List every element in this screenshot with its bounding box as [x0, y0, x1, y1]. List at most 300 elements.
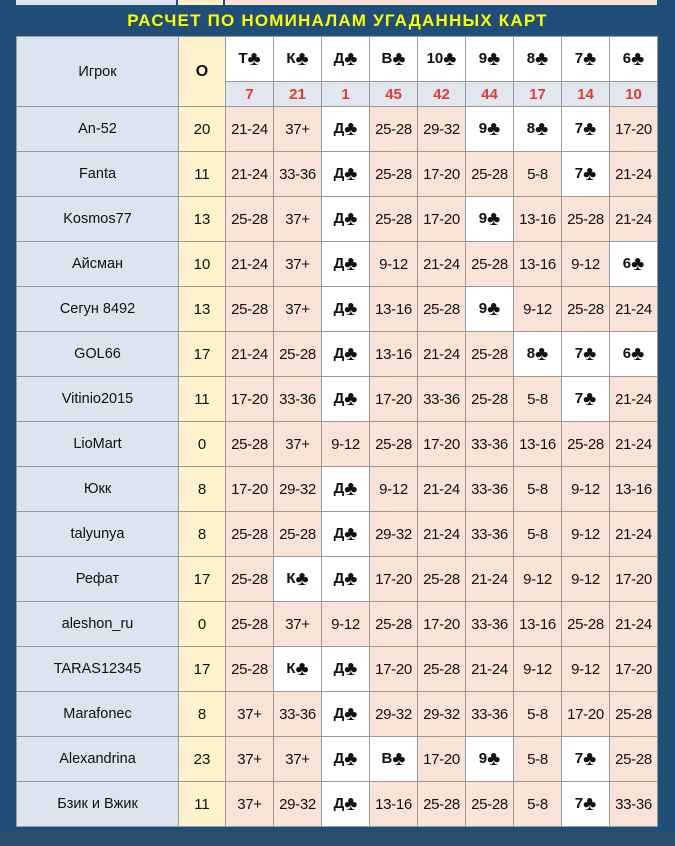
- club-suit-icon: ♣: [535, 343, 549, 365]
- guessed-card-cell: [322, 782, 370, 827]
- table-row: [17, 197, 658, 242]
- player-score: 23: [179, 737, 226, 782]
- range-cell: 25-28: [370, 197, 418, 242]
- club-suit-icon: ♣: [344, 523, 358, 545]
- guessed-card-rank: 9: [478, 300, 488, 317]
- guessed-card-rank: 9: [478, 210, 488, 227]
- card-count-7: 14: [562, 82, 610, 107]
- guessed-card-cell: [274, 557, 322, 602]
- range-cell: 13-16: [370, 287, 418, 332]
- range-cell: 5-8: [514, 377, 562, 422]
- table-row: [17, 782, 658, 827]
- club-suit-icon: ♣: [631, 253, 645, 275]
- range-cell: 33-36: [466, 422, 514, 467]
- score-column-header: О: [179, 37, 226, 107]
- range-cell: 17-20: [562, 692, 610, 737]
- range-cell: 25-28: [226, 422, 274, 467]
- player-score: 0: [179, 422, 226, 467]
- guessed-card-rank: 8: [526, 120, 536, 137]
- player-score: 17: [179, 557, 226, 602]
- guessed-card-rank: Д: [333, 345, 345, 362]
- range-cell: 9-12: [370, 242, 418, 287]
- range-cell: 17-20: [370, 647, 418, 692]
- player-score: 8: [179, 512, 226, 557]
- player-score: 10: [179, 242, 226, 287]
- guessed-card-rank: 9: [478, 120, 488, 137]
- range-cell: 25-28: [466, 242, 514, 287]
- range-cell: 9-12: [514, 647, 562, 692]
- range-cell: 17-20: [418, 197, 466, 242]
- range-cell: 33-36: [274, 152, 322, 197]
- club-suit-icon: ♣: [583, 48, 597, 70]
- range-cell: 37+: [274, 602, 322, 647]
- range-cell: 21-24: [466, 647, 514, 692]
- range-cell: 29-32: [370, 512, 418, 557]
- guessed-card-cell: [514, 107, 562, 152]
- table-row: [17, 602, 658, 647]
- range-cell: 37+: [274, 422, 322, 467]
- range-cell: 9-12: [322, 422, 370, 467]
- card-header-8: [610, 37, 658, 82]
- table-row: [17, 737, 658, 782]
- player-column-header: Игрок: [17, 37, 179, 107]
- club-suit-icon: ♣: [247, 48, 261, 70]
- player-name: Сегун 8492: [17, 287, 179, 332]
- club-suit-icon: ♣: [392, 748, 406, 770]
- player-score: 8: [179, 467, 226, 512]
- range-cell: 25-28: [610, 737, 658, 782]
- club-suit-icon: ♣: [583, 793, 597, 815]
- range-cell: 29-32: [418, 107, 466, 152]
- range-cell: 33-36: [466, 512, 514, 557]
- range-cell: 25-28: [226, 647, 274, 692]
- range-cell: 21-24: [226, 242, 274, 287]
- range-cell: 21-24: [610, 512, 658, 557]
- table-row: [17, 692, 658, 737]
- club-suit-icon: ♣: [487, 208, 501, 230]
- range-cell: 25-28: [226, 197, 274, 242]
- table-row: [17, 287, 658, 332]
- club-suit-icon: ♣: [583, 163, 597, 185]
- guessed-card-cell: [562, 107, 610, 152]
- guessed-card-rank: Д: [333, 120, 345, 137]
- range-cell: 25-28: [418, 647, 466, 692]
- club-suit-icon: ♣: [344, 48, 358, 70]
- guessed-card-cell: [322, 737, 370, 782]
- card-header-5: [466, 37, 514, 82]
- card-header-1: [274, 37, 322, 82]
- range-cell: 17-20: [610, 647, 658, 692]
- card-count-5: 44: [466, 82, 514, 107]
- range-cell: 25-28: [226, 512, 274, 557]
- card-count-2: 1: [322, 82, 370, 107]
- club-suit-icon: ♣: [344, 388, 358, 410]
- bottom-edge-bar: [0, 832, 675, 846]
- header-row: [17, 37, 658, 82]
- range-cell: 17-20: [226, 377, 274, 422]
- range-cell: 37+: [226, 737, 274, 782]
- range-cell: 13-16: [514, 422, 562, 467]
- club-suit-icon: ♣: [344, 568, 358, 590]
- card-header-3: [370, 37, 418, 82]
- range-cell: 33-36: [466, 692, 514, 737]
- guessed-card-cell: [562, 152, 610, 197]
- top-edge-range-cell: [225, 0, 657, 5]
- range-cell: 29-32: [370, 692, 418, 737]
- guessed-card-cell: [322, 557, 370, 602]
- club-suit-icon: ♣: [583, 118, 597, 140]
- range-cell: 17-20: [418, 602, 466, 647]
- guessed-card-cell: [466, 107, 514, 152]
- range-cell: 9-12: [562, 647, 610, 692]
- guessed-card-cell: [322, 377, 370, 422]
- table-row: [17, 647, 658, 692]
- guessed-card-rank: 7: [574, 795, 584, 812]
- range-cell: 17-20: [610, 107, 658, 152]
- range-cell: 25-28: [466, 152, 514, 197]
- guessed-card-cell: [322, 242, 370, 287]
- player-score: 13: [179, 197, 226, 242]
- club-suit-icon: ♣: [535, 118, 549, 140]
- range-cell: 37+: [274, 107, 322, 152]
- range-cell: 37+: [274, 287, 322, 332]
- guessed-card-rank: Д: [333, 210, 345, 227]
- range-cell: 25-28: [370, 152, 418, 197]
- range-cell: 29-32: [274, 467, 322, 512]
- table-row: [17, 152, 658, 197]
- range-cell: 9-12: [562, 242, 610, 287]
- player-score: 17: [179, 647, 226, 692]
- card-header-rank: 9: [478, 50, 488, 67]
- range-cell: 5-8: [514, 512, 562, 557]
- range-cell: 17-20: [418, 152, 466, 197]
- range-cell: 21-24: [226, 152, 274, 197]
- guessed-card-rank: К: [286, 660, 296, 677]
- range-cell: 13-16: [370, 332, 418, 377]
- guessed-card-cell: [322, 647, 370, 692]
- range-cell: 9-12: [514, 557, 562, 602]
- range-cell: 21-24: [418, 332, 466, 377]
- club-suit-icon: ♣: [344, 343, 358, 365]
- club-suit-icon: ♣: [487, 748, 501, 770]
- range-cell: 37+: [226, 692, 274, 737]
- card-header-rank: В: [381, 50, 393, 67]
- range-cell: 9-12: [514, 287, 562, 332]
- guessed-card-cell: [562, 782, 610, 827]
- range-cell: 13-16: [514, 197, 562, 242]
- range-cell: 25-28: [226, 557, 274, 602]
- range-cell: 17-20: [370, 557, 418, 602]
- guessed-card-cell: [322, 467, 370, 512]
- table-body: [17, 37, 658, 827]
- guessed-card-rank: Д: [333, 525, 345, 542]
- range-cell: 9-12: [562, 512, 610, 557]
- range-cell: 25-28: [226, 602, 274, 647]
- card-header-7: [562, 37, 610, 82]
- range-cell: 25-28: [274, 512, 322, 557]
- guessed-card-cell: [274, 647, 322, 692]
- card-count-0: 7: [226, 82, 274, 107]
- player-score: 17: [179, 332, 226, 377]
- player-score: 8: [179, 692, 226, 737]
- range-cell: 37+: [274, 197, 322, 242]
- range-cell: 21-24: [610, 197, 658, 242]
- guessed-card-rank: Д: [333, 255, 345, 272]
- range-cell: 17-20: [418, 422, 466, 467]
- guessed-card-rank: 7: [574, 750, 584, 767]
- club-suit-icon: ♣: [344, 703, 358, 725]
- range-cell: 5-8: [514, 467, 562, 512]
- guessed-card-rank: 8: [526, 345, 536, 362]
- guessed-card-cell: [562, 332, 610, 377]
- range-cell: 33-36: [466, 467, 514, 512]
- card-count-8: 10: [610, 82, 658, 107]
- club-suit-icon: ♣: [344, 208, 358, 230]
- guessed-card-rank: Д: [333, 795, 345, 812]
- guessed-card-cell: [370, 737, 418, 782]
- guessed-card-rank: 6: [622, 345, 632, 362]
- range-cell: 5-8: [514, 782, 562, 827]
- table-row: [17, 512, 658, 557]
- guessed-card-rank: 9: [478, 750, 488, 767]
- range-cell: 13-16: [514, 602, 562, 647]
- range-cell: 25-28: [418, 557, 466, 602]
- player-name: Vitinio2015: [17, 377, 179, 422]
- guessed-card-cell: [322, 287, 370, 332]
- card-header-rank: Т: [238, 50, 248, 67]
- range-cell: 25-28: [466, 332, 514, 377]
- card-header-0: [226, 37, 274, 82]
- guessed-card-cell: [514, 332, 562, 377]
- guessed-card-rank: Д: [333, 660, 345, 677]
- card-header-rank: 10: [426, 50, 444, 67]
- table-row: [17, 377, 658, 422]
- guessed-card-cell: [562, 737, 610, 782]
- range-cell: 21-24: [610, 422, 658, 467]
- range-cell: 13-16: [514, 242, 562, 287]
- range-cell: 29-32: [418, 692, 466, 737]
- table-row: [17, 107, 658, 152]
- range-cell: 21-24: [610, 377, 658, 422]
- guessed-card-cell: [322, 107, 370, 152]
- card-header-rank: 6: [622, 50, 632, 67]
- sheet-title: РАСЧЕТ ПО НОМИНАЛАМ УГАДАННЫХ КАРТ: [127, 11, 548, 30]
- guessed-card-rank: 7: [574, 390, 584, 407]
- player-name: aleshon_ru: [17, 602, 179, 647]
- player-name: TARAS12345: [17, 647, 179, 692]
- player-score: 11: [179, 782, 226, 827]
- range-cell: 13-16: [610, 467, 658, 512]
- player-score: 13: [179, 287, 226, 332]
- card-header-rank: 7: [574, 50, 584, 67]
- club-suit-icon: ♣: [583, 343, 597, 365]
- range-cell: 25-28: [466, 377, 514, 422]
- player-name: Marafonec: [17, 692, 179, 737]
- club-suit-icon: ♣: [487, 118, 501, 140]
- range-cell: 21-24: [610, 602, 658, 647]
- range-cell: 25-28: [466, 782, 514, 827]
- guessed-card-rank: 7: [574, 165, 584, 182]
- club-suit-icon: ♣: [631, 48, 645, 70]
- card-header-4: [418, 37, 466, 82]
- range-cell: 25-28: [562, 287, 610, 332]
- club-suit-icon: ♣: [295, 658, 309, 680]
- top-edge-score-cell: [178, 0, 223, 5]
- guessed-card-rank: Д: [333, 705, 345, 722]
- guessed-card-cell: [466, 737, 514, 782]
- results-table: [16, 36, 658, 827]
- club-suit-icon: ♣: [392, 48, 406, 70]
- guessed-card-cell: [466, 287, 514, 332]
- table-row: [17, 332, 658, 377]
- guessed-card-rank: Д: [333, 750, 345, 767]
- range-cell: 33-36: [466, 602, 514, 647]
- table-row: [17, 557, 658, 602]
- club-suit-icon: ♣: [344, 793, 358, 815]
- player-name: Айсман: [17, 242, 179, 287]
- range-cell: 21-24: [226, 107, 274, 152]
- club-suit-icon: ♣: [487, 48, 501, 70]
- card-header-rank: 8: [526, 50, 536, 67]
- player-name: Fanta: [17, 152, 179, 197]
- guessed-card-cell: [466, 197, 514, 242]
- range-cell: 17-20: [610, 557, 658, 602]
- player-name: GOL66: [17, 332, 179, 377]
- range-cell: 25-28: [226, 287, 274, 332]
- player-score: 0: [179, 602, 226, 647]
- range-cell: 9-12: [322, 602, 370, 647]
- table-row: [17, 422, 658, 467]
- card-count-6: 17: [514, 82, 562, 107]
- range-cell: 17-20: [418, 737, 466, 782]
- guessed-card-cell: [562, 377, 610, 422]
- player-name: talyunya: [17, 512, 179, 557]
- card-header-2: [322, 37, 370, 82]
- range-cell: 33-36: [274, 377, 322, 422]
- range-cell: 21-24: [610, 152, 658, 197]
- club-suit-icon: ♣: [487, 298, 501, 320]
- range-cell: 25-28: [418, 287, 466, 332]
- guessed-card-rank: 6: [622, 255, 632, 272]
- club-suit-icon: ♣: [583, 748, 597, 770]
- range-cell: 21-24: [610, 287, 658, 332]
- player-name: Бзик и Вжик: [17, 782, 179, 827]
- club-suit-icon: ♣: [344, 658, 358, 680]
- guessed-card-rank: В: [381, 750, 393, 767]
- club-suit-icon: ♣: [583, 388, 597, 410]
- card-count-4: 42: [418, 82, 466, 107]
- guessed-card-rank: Д: [333, 570, 345, 587]
- guessed-card-cell: [610, 332, 658, 377]
- range-cell: 29-32: [274, 782, 322, 827]
- guessed-card-cell: [610, 242, 658, 287]
- range-cell: 25-28: [562, 602, 610, 647]
- range-cell: 21-24: [226, 332, 274, 377]
- range-cell: 37+: [274, 242, 322, 287]
- club-suit-icon: ♣: [344, 298, 358, 320]
- player-score: 11: [179, 377, 226, 422]
- range-cell: 37+: [274, 737, 322, 782]
- range-cell: 37+: [226, 782, 274, 827]
- guessed-card-rank: 7: [574, 345, 584, 362]
- range-cell: 17-20: [370, 377, 418, 422]
- range-cell: 25-28: [370, 422, 418, 467]
- top-edge-name-cell: [16, 0, 176, 5]
- range-cell: 33-36: [274, 692, 322, 737]
- player-score: 11: [179, 152, 226, 197]
- club-suit-icon: ♣: [535, 48, 549, 70]
- guessed-card-cell: [322, 332, 370, 377]
- guessed-card-rank: Д: [333, 300, 345, 317]
- guessed-card-rank: Д: [333, 390, 345, 407]
- guessed-card-cell: [322, 512, 370, 557]
- club-suit-icon: ♣: [295, 568, 309, 590]
- guessed-card-rank: 7: [574, 120, 584, 137]
- card-count-1: 21: [274, 82, 322, 107]
- card-count-3: 45: [370, 82, 418, 107]
- player-score: 20: [179, 107, 226, 152]
- guessed-card-rank: Д: [333, 480, 345, 497]
- table-row: [17, 242, 658, 287]
- range-cell: 33-36: [418, 377, 466, 422]
- club-suit-icon: ♣: [344, 253, 358, 275]
- player-name: Рефат: [17, 557, 179, 602]
- card-header-rank: К: [286, 50, 296, 67]
- guessed-card-cell: [322, 692, 370, 737]
- card-header-rank: Д: [333, 50, 345, 67]
- range-cell: 25-28: [274, 332, 322, 377]
- range-cell: 25-28: [370, 107, 418, 152]
- club-suit-icon: ♣: [344, 118, 358, 140]
- card-header-6: [514, 37, 562, 82]
- guessed-card-rank: К: [286, 570, 296, 587]
- club-suit-icon: ♣: [344, 478, 358, 500]
- club-suit-icon: ♣: [344, 748, 358, 770]
- table-row: [17, 467, 658, 512]
- player-name: Юкк: [17, 467, 179, 512]
- range-cell: 5-8: [514, 737, 562, 782]
- range-cell: 17-20: [226, 467, 274, 512]
- range-cell: 25-28: [562, 197, 610, 242]
- club-suit-icon: ♣: [295, 48, 309, 70]
- range-cell: 25-28: [610, 692, 658, 737]
- range-cell: 33-36: [610, 782, 658, 827]
- range-cell: 21-24: [466, 557, 514, 602]
- range-cell: 5-8: [514, 692, 562, 737]
- player-name: Alexandrina: [17, 737, 179, 782]
- range-cell: 9-12: [370, 467, 418, 512]
- range-cell: 21-24: [418, 242, 466, 287]
- range-cell: 5-8: [514, 152, 562, 197]
- range-cell: 25-28: [562, 422, 610, 467]
- range-cell: 9-12: [562, 467, 610, 512]
- range-cell: 21-24: [418, 512, 466, 557]
- club-suit-icon: ♣: [344, 163, 358, 185]
- player-name: Kosmos77: [17, 197, 179, 242]
- range-cell: 25-28: [370, 602, 418, 647]
- range-cell: 21-24: [418, 467, 466, 512]
- player-name: LioMart: [17, 422, 179, 467]
- player-name: An-52: [17, 107, 179, 152]
- guessed-card-cell: [322, 197, 370, 242]
- range-cell: 25-28: [418, 782, 466, 827]
- club-suit-icon: ♣: [631, 343, 645, 365]
- guessed-card-cell: [322, 152, 370, 197]
- guessed-card-rank: Д: [333, 165, 345, 182]
- club-suit-icon: ♣: [443, 48, 457, 70]
- range-cell: 9-12: [562, 557, 610, 602]
- range-cell: 13-16: [370, 782, 418, 827]
